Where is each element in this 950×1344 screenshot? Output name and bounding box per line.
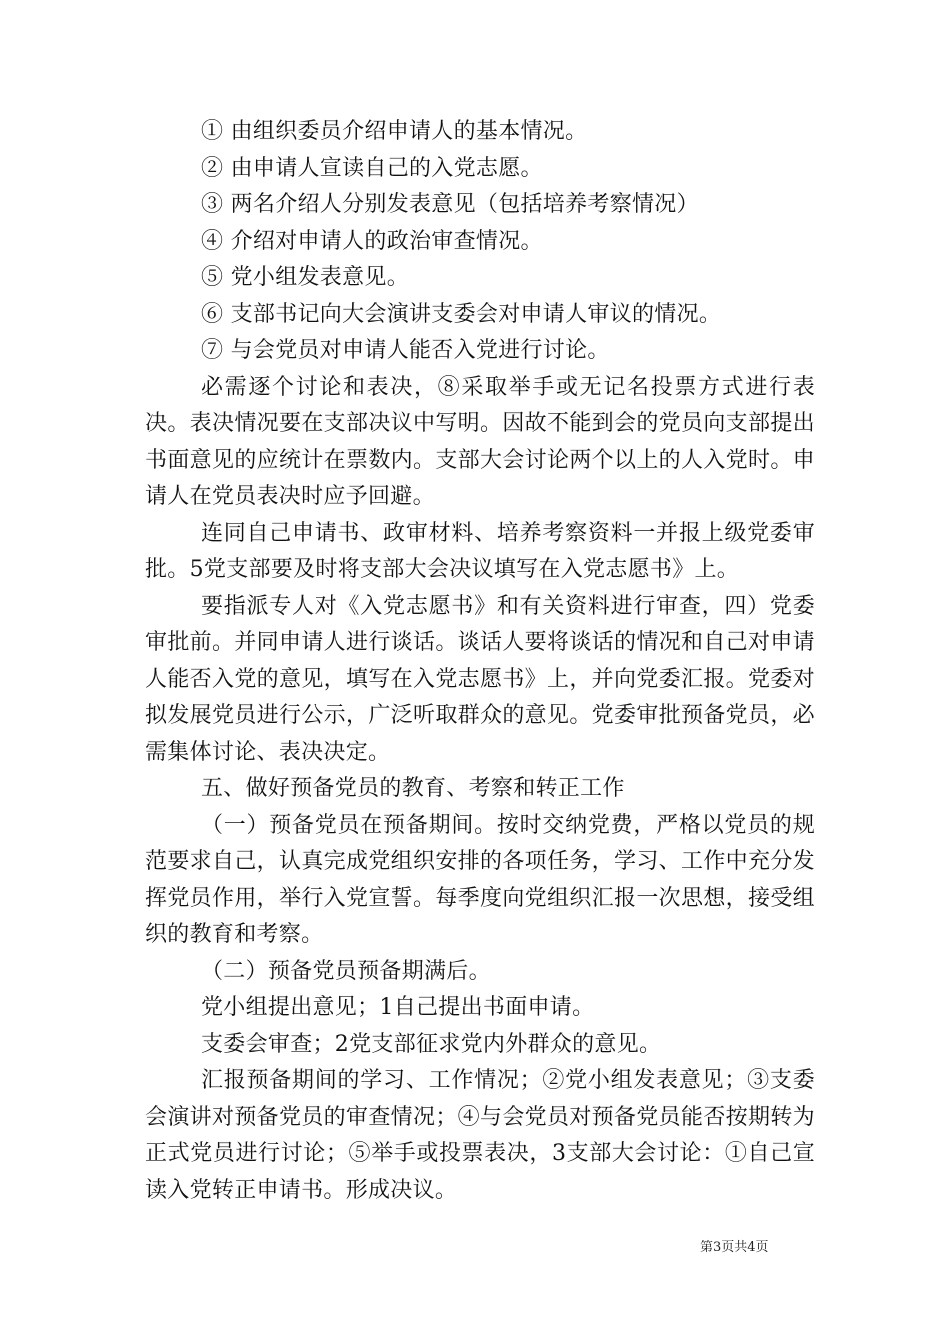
paragraph-4: ④ 介绍对申请人的政治审查情况。 — [201, 228, 543, 254]
page-number: 第3页共4页 — [700, 1240, 769, 1255]
paragraph-7: ⑦ 与会党员对申请人能否入党进行讨论。 — [201, 338, 610, 363]
paragraph-1: ① 由组织委员介绍申请人的基本情况。 — [201, 119, 588, 144]
paragraph-2: ② 由申请人宣读自己的入党志愿。 — [201, 155, 543, 181]
document-body — [145, 114, 815, 1209]
paragraph-9: 连同自己申请书、政审材料、培养考察资料一并报上级党委审批。5党支部要及时将支部大会决议填写在入党志愿书》上。 — [145, 520, 815, 582]
paragraph-14: 党小组提出意见；1自己提出书面申请。 — [201, 995, 595, 1020]
paragraph-16: 汇报预备期间的学习、工作情况；②党小组发表意见；③支委会演讲对预备党员的审查情况；④与会党员对预备党员能否按期转为正式党员进行讨论；⑤举手或投票表决，3支部大会讨论：①自己宣读入党转正申请书。形成决议。 — [145, 1068, 815, 1203]
paragraph-6: ⑥ 支部书记向大会演讲支委会对申请人审议的情况。 — [201, 301, 722, 327]
paragraph-12: （一）预备党员在预备期间。按时交纳党费，严格以党员的规范要求自己，认真完成党组织安排的各项任务，学习、工作中充分发挥党员作用，举行入党宣誓。每季度向党组织汇报一次思想，接受组织的教育和考察。 — [145, 812, 815, 947]
paragraph-5: ⑤ 党小组发表意见。 — [201, 265, 409, 290]
paragraph-13: （二）预备党员预备期满后。 — [201, 958, 491, 984]
section-heading: 五、做好预备党员的教育、考察和转正工作 — [201, 776, 625, 801]
paragraph-15: 支委会审查；2党支部征求党内外群众的意见。 — [201, 1031, 662, 1057]
paragraph-3: ③ 两名介绍人分别发表意见（包括培养考察情况） — [201, 192, 699, 217]
paragraph-10: 要指派专人对《入党志愿书》和有关资料进行审查，四）党委审批前。并同申请人进行谈话。谈话人要将谈话的情况和自己对申请人能否入党的意见，填写在入党志愿书》上，并向党委汇报。党委对拟发展党员进行公示，广泛听取群众的意见。党委审批预备党员，必需集体讨论、表决决定。 — [145, 593, 815, 765]
paragraph-8: 必需逐个讨论和表决，⑧采取举手或无记名投票方式进行表决。表决情况要在支部决议中写明。因故不能到会的党员向支部提出书面意见的应统计在票数内。支部大会讨论两个以上的人入党时。申请人在党员表决时应予回避。 — [145, 374, 815, 509]
